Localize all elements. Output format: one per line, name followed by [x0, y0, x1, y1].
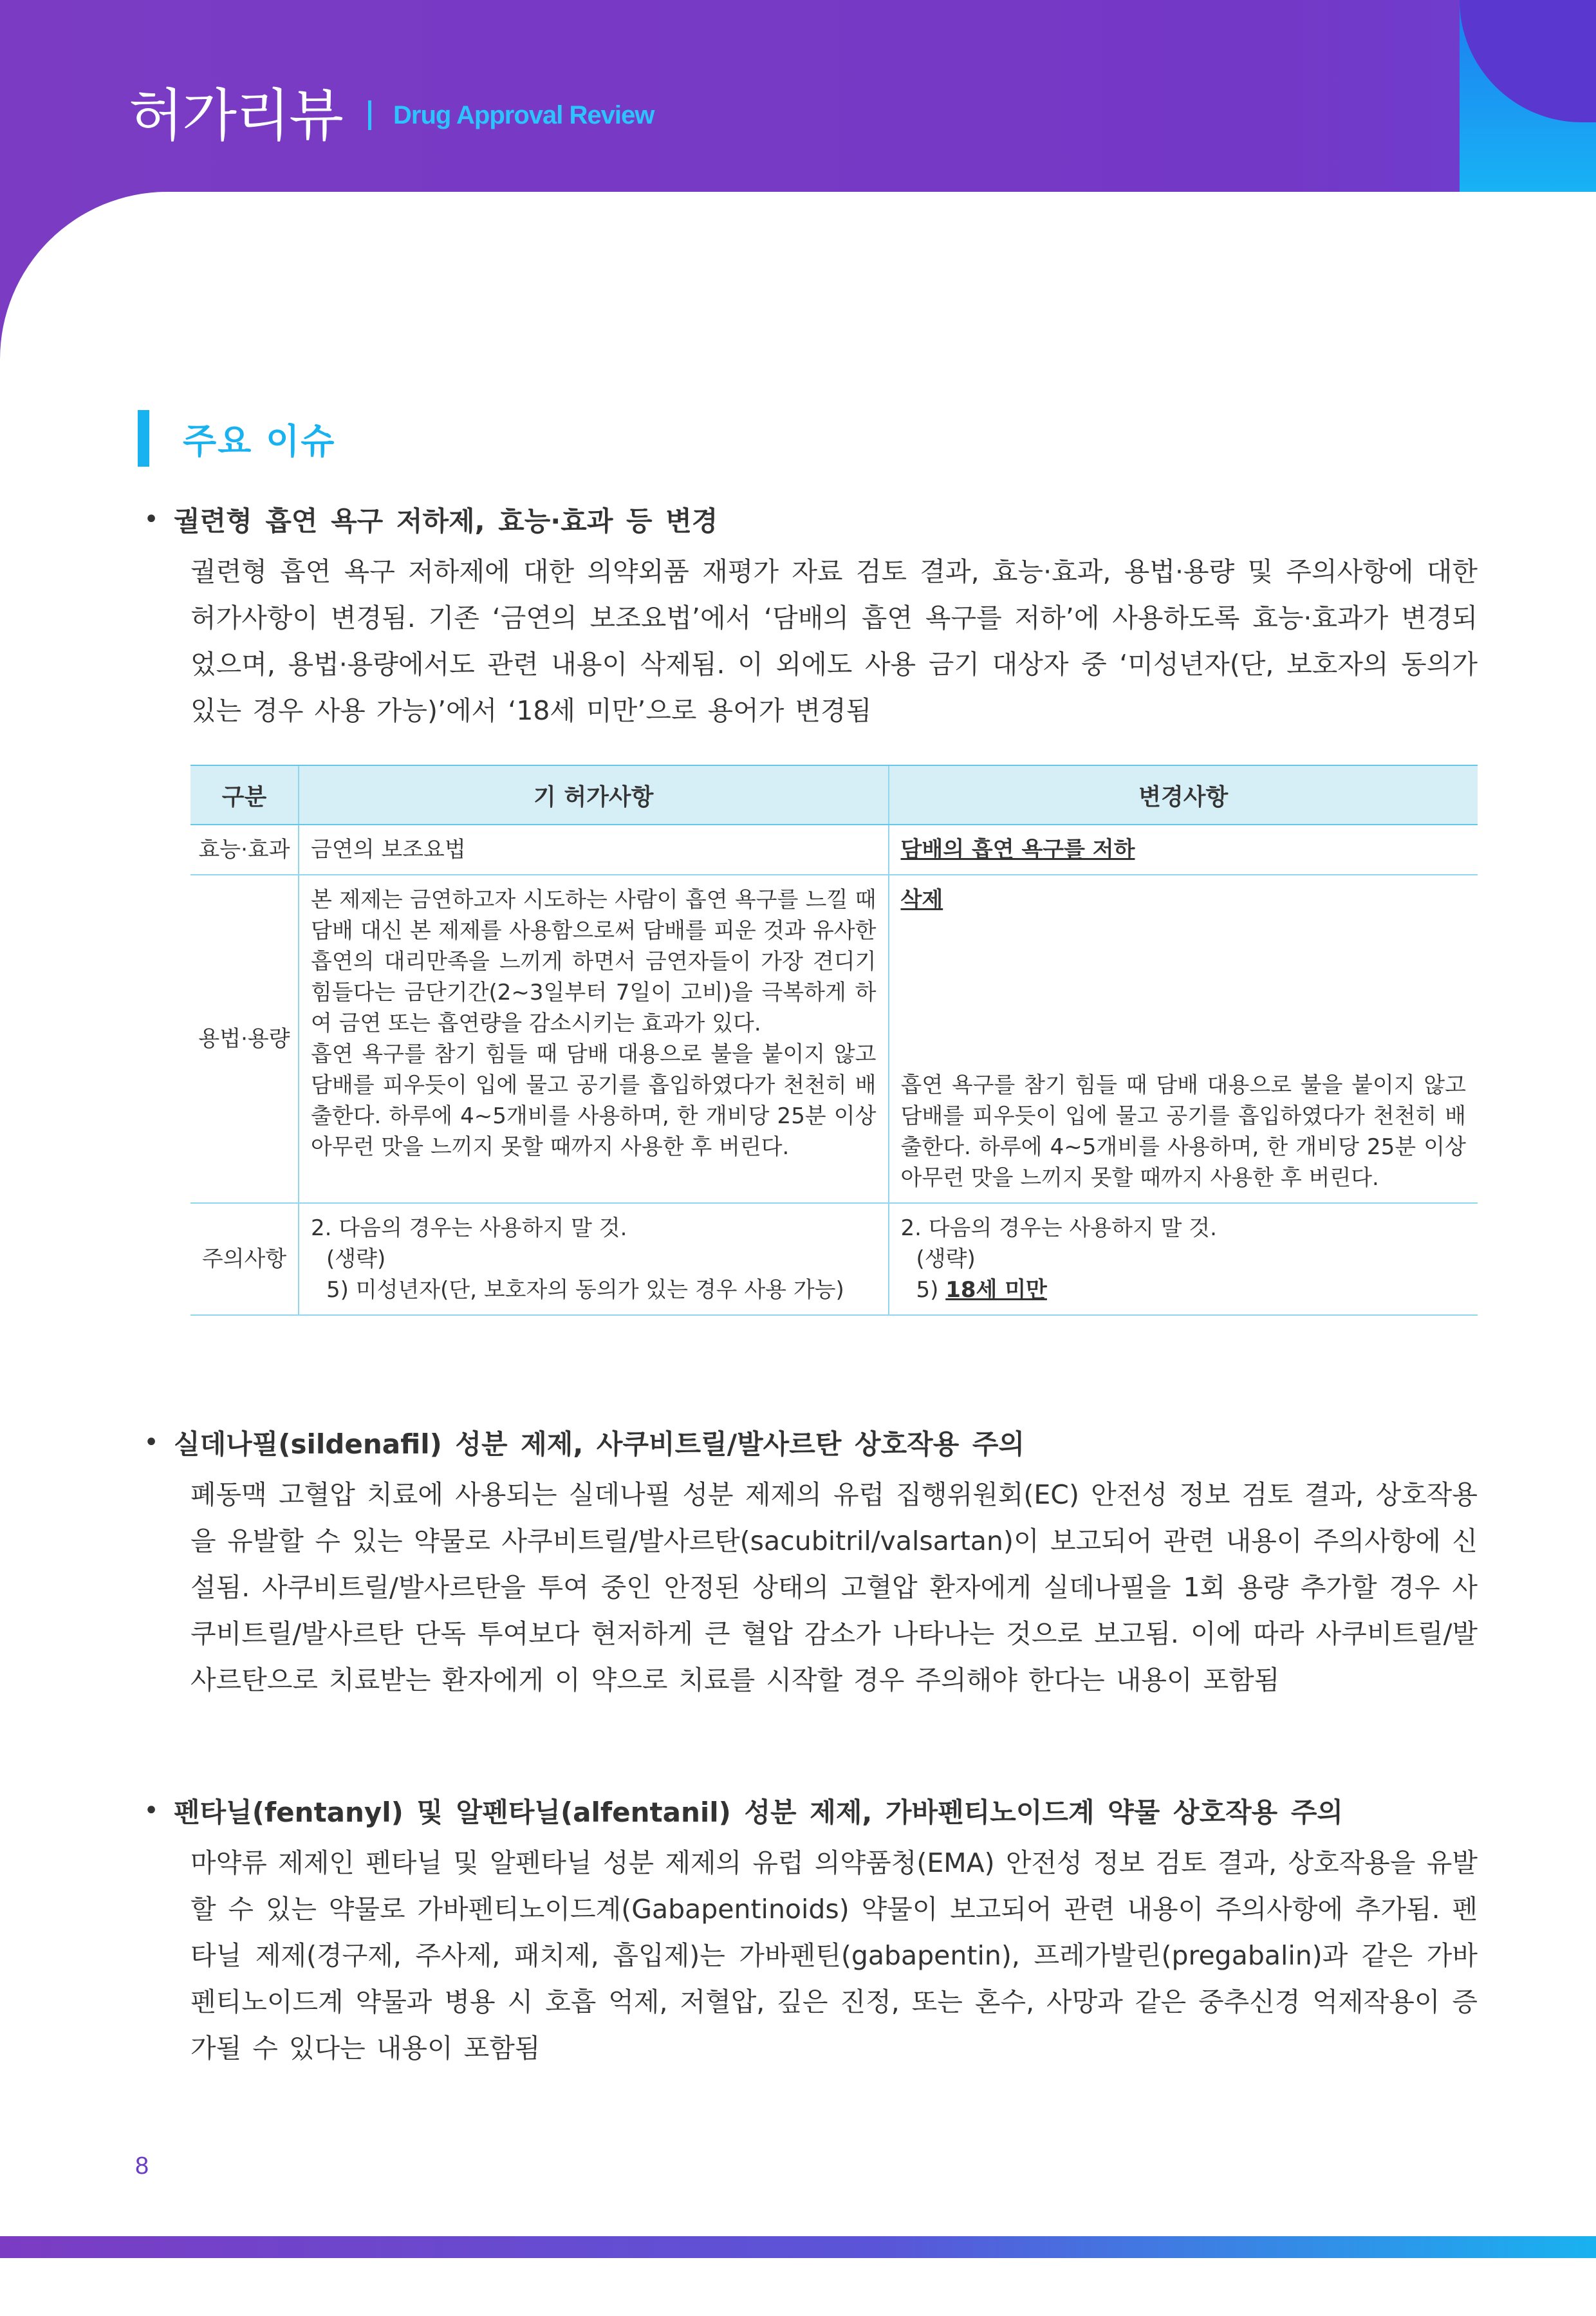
changed-text: 담배의 흡연 욕구를 저하 [900, 837, 1135, 863]
table-header-changes: 변경사항 [889, 765, 1478, 825]
issue-item-3 [129, 1782, 1480, 2071]
deleted-spacer [901, 915, 1467, 1070]
dosage-old-paragraph-1: 본 제제는 금연하고자 시도하는 사람이 흡연 욕구를 느낄 때 담배 대신 본 제제를 사용함으로써 담배를 피운 것과 유사한 흡연의 대리만족을 느끼게 하면서 금연자들이 가장 견디기 힘들다는 금단기간(2~3일부터 7일이 고비)을 극복하게 하여 금연 또는 흡연량을 감소시키는 효과가 있다. [311, 887, 877, 1036]
dosage-new-paragraph-2: 흡연 욕구를 참기 힘들 때 담배 대용으로 불을 붙이지 않고 담배를 피우듯이 입에 물고 공기를 흡입하였다가 천천히 배출한다. 하루에 4~5개비를 사용하며, 한 개비당 25분 이상 아무런 맛을 느끼지 못할 때까지 사용한 후 버린다. [900, 1072, 1466, 1191]
caution-new-line-1: 2. 다음의 경우는 사용하지 말 것. [900, 1215, 1217, 1241]
issue-title: 펜타닐(fentanyl) 및 알펜타닐(alfentanil) 성분 제제, 가바펜티노이드계 약물 상호작용 주의 [174, 1797, 1343, 1828]
issue-title: 실데나필(sildenafil) 성분 제제, 사쿠비트릴/발사르탄 상호작용 주의 [174, 1428, 1025, 1460]
issue-body: 마약류 제제인 펜타닐 및 알펜타닐 성분 제제의 유럽 의약품청(EMA) 안전성 정보 검토 결과, 상호작용을 유발할 수 있는 약물로 가바펜티노이드계(Gabapentinoids) 약물이 보고되어 관련 내용이 주의사항에 추가됨. 펜타닐 제제(경구제, 주사제, 패치제, 흡입제)는 가바펜틴(gabapentin), 프레가발린(pregabalin)과 같은 가바펜티노이드계 약물과 병용 시 호흡 억제, 저혈압, 깊은 진정, 또는 혼수, 사망과 같은 중추신경 억제작용이 증가될 수 있다는 내용이 포함됨 [190, 1847, 1478, 2064]
bullet-icon: • [144, 505, 159, 534]
header-title-english: Drug Approval Review [393, 100, 654, 129]
section-title: 주요 이슈 [183, 420, 336, 462]
dosage-old-paragraph-2: 흡연 욕구를 참기 힘들 때 담배 대용으로 불을 붙이지 않고 담배를 피우듯이 입에 물고 공기를 흡입하였다가 천천히 배출한다. 하루에 4~5개비를 사용하며, 한 개비당 25분 이상 아무런 맛을 느끼지 못할 때까지 사용한 후 버린다. [311, 1041, 877, 1160]
table-row [190, 875, 1478, 1203]
issue-body: 궐련형 흡연 욕구 저하제에 대한 의약외품 재평가 자료 검토 결과, 효능·효과, 용법·용량 및 주의사항에 대한 허가사항이 변경됨. 기존 ‘금연의 보조요법’에서 ‘담배의 흡연 욕구를 저하’에 사용하도록 효능·효과가 변경되었으며, 용법·용량에서도 관련 내용이 삭제됨. 이 외에도 사용 금기 대상자 중 ‘미성년자(단, 보호자의 동의가 있는 경우 사용 가능)’에서 ‘18세 미만’으로 용어가 변경됨 [190, 556, 1478, 726]
table-row [190, 1203, 1478, 1315]
footer-bar [0, 2236, 1596, 2258]
row-label-efficacy: 효능·효과 [190, 825, 299, 875]
cell-efficacy-new [889, 825, 1478, 875]
section-accent-bar [138, 410, 149, 467]
issue-body: 폐동맥 고혈압 치료에 사용되는 실데나필 성분 제제의 유럽 집행위원회(EC) 안전성 정보 검토 결과, 상호작용을 유발할 수 있는 약물로 사쿠비트릴/발사르탄(sacubitril/valsartan)이 보고되어 관련 내용이 주의사항에 신설됨. 사쿠비트릴/발사르탄을 투여 중인 안정된 상태의 고혈압 환자에게 실데나필을 1회 용량 추가할 경우 사쿠비트릴/발사르탄 단독 투여보다 현저하게 큰 혈압 감소가 나타나는 것으로 보고됨. 이에 따라 사쿠비트릴/발사르탄으로 치료받는 환자에게 이 약으로 치료를 시작할 경우 주의해야 한다는 내용이 포함됨 [190, 1479, 1478, 1695]
cell-caution-new [889, 1203, 1478, 1315]
caution-old-line-2: (생략) [326, 1246, 386, 1272]
caution-new-line-2: (생략) [916, 1246, 976, 1272]
dosage-new-deleted: 삭제 [900, 887, 943, 913]
cell-caution-old [299, 1203, 888, 1315]
issue-item-2 [129, 1414, 1480, 1703]
caution-new-line-3 [901, 1275, 1467, 1305]
header-title [129, 76, 654, 147]
row-label-caution: 주의사항 [190, 1203, 299, 1315]
section-heading [138, 409, 335, 467]
header-title-korean: 허가리뷰 [129, 82, 343, 149]
table-header-row [190, 765, 1478, 825]
changed-text: 18세 미만 [945, 1277, 1047, 1303]
cell-dosage-old [299, 875, 888, 1203]
row-label-dosage: 용법·용량 [190, 875, 299, 1203]
header-separator [368, 100, 371, 130]
table-header-category: 구분 [190, 765, 299, 825]
bullet-icon: • [144, 1796, 159, 1826]
issue-item-1 [129, 490, 1480, 734]
bullet-icon: • [144, 1428, 159, 1457]
page-number: 8 [135, 2153, 149, 2180]
table-row [190, 825, 1478, 875]
caution-old-line-3: 5) 미성년자(단, 보호자의 동의가 있는 경우 사용 가능) [326, 1277, 844, 1303]
comparison-table [190, 765, 1478, 1316]
table-header-previous: 기 허가사항 [299, 765, 888, 825]
caution-old-line-1: 2. 다음의 경우는 사용하지 말 것. [311, 1215, 627, 1241]
cell-efficacy-old: 금연의 보조요법 [299, 825, 888, 875]
issue-title: 궐련형 흡연 욕구 저하제, 효능·효과 등 변경 [174, 505, 718, 537]
caution-new-line-3-prefix: 5) [916, 1277, 939, 1303]
cell-dosage-new [889, 875, 1478, 1203]
